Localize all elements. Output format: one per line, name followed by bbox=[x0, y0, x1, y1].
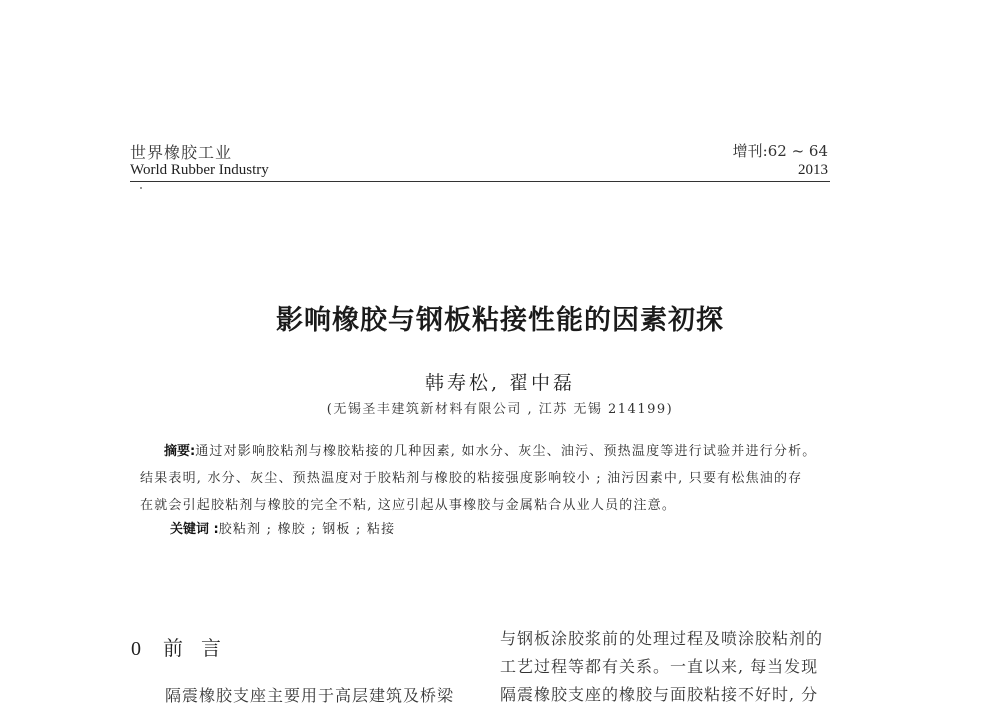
abstract-line-3: 在就会引起胶粘剂与橡胶的完全不粘, 这应引起从事橡胶与金属粘合从业人员的注意。 bbox=[140, 498, 677, 513]
body-right-line-1: 与钢板涂胶浆前的处理过程及喷涂胶粘剂的 bbox=[500, 629, 824, 648]
affiliation: (无锡圣丰建筑新材料有限公司 , 江苏 无锡 214199) bbox=[326, 402, 674, 417]
abstract-line-1 bbox=[164, 440, 816, 459]
keywords bbox=[170, 518, 395, 537]
running-header bbox=[130, 138, 830, 184]
section-name: 前言 bbox=[163, 636, 239, 660]
article-title: 影响橡胶与钢板粘接性能的因素初探 bbox=[276, 305, 724, 336]
abstract-label: 摘要: bbox=[164, 444, 196, 459]
journal-name-cn: 世界橡胶工业 bbox=[130, 143, 233, 162]
header-rule bbox=[130, 181, 830, 182]
authors: 韩寿松, 翟中磊 bbox=[424, 372, 576, 394]
keywords-label: 关键词 : bbox=[170, 522, 219, 537]
abstract-text-1: 通过对影响胶粘剂与橡胶粘接的几种因素, 如水分、灰尘、油污、预热温度等进行试验并进行分析。 bbox=[195, 444, 817, 459]
keywords-text: 胶粘剂 ; 橡胶 ; 钢板 ; 粘接 bbox=[218, 522, 396, 537]
section-number: 0 bbox=[131, 638, 141, 660]
scan-speck bbox=[140, 187, 142, 189]
journal-name-en: World Rubber Industry bbox=[130, 162, 269, 178]
publication-year: 2013 bbox=[798, 162, 828, 178]
section-heading bbox=[131, 632, 239, 661]
body-left-line-1: 隔震橡胶支座主要用于高层建筑及桥梁 bbox=[165, 686, 455, 705]
page-range: 增刊:62 ~ 64 bbox=[732, 142, 828, 160]
abstract-line-2: 结果表明, 水分、灰尘、预热温度对于胶粘剂与橡胶的粘接强度影响较小 ; 油污因素中, 只要有松焦油的存 bbox=[140, 471, 803, 486]
body-right-line-2: 工艺过程等都有关系。一直以来, 每当发现 bbox=[500, 657, 819, 676]
body-right-line-3: 隔震橡胶支座的橡胶与面胶粘接不好时, 分 bbox=[500, 685, 819, 704]
